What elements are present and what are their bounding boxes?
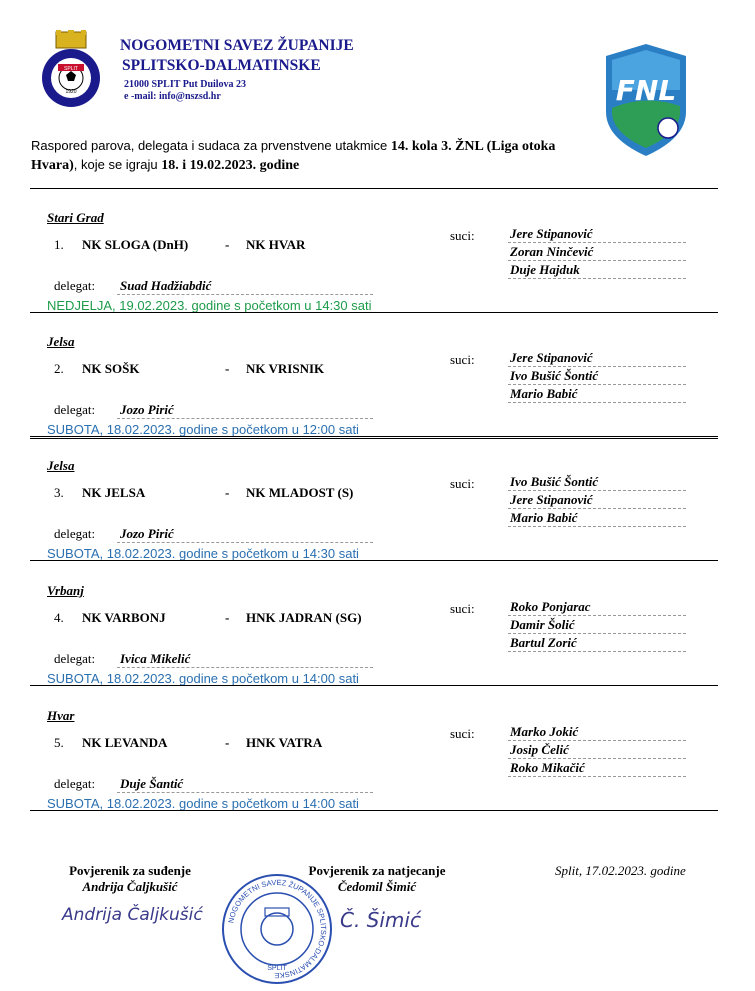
intro-round: 14. kola 3. ŽNL (Liga otoka Hvara) [31,139,556,173]
delegate-label: delegat: [54,776,96,791]
match-number: 1. [54,237,64,252]
referee-name: Jere Stipanović [508,491,686,509]
referees-label: suci: [450,601,475,616]
match-number: 3. [54,485,64,500]
away-team: NK VRISNIK [246,361,325,376]
crest-city: SPLIT [64,66,78,72]
divider-top [30,188,718,189]
intro-dates: 18. i 19.02.2023. godine [161,158,300,173]
org-contact [124,79,246,103]
match-number: 2. [54,361,64,376]
referee-name: Duje Hajduk [508,261,686,279]
referee-name: Zoran Ninčević [508,243,686,261]
referee-commissioner-name: Andrija Čaljkušić [82,879,178,894]
match-datetime: SUBOTA, 18.02.2023. godine s početkom u 14:00 sati [47,671,359,686]
home-team: NK SOŠK [82,361,140,376]
versus-dash: - [225,361,230,376]
match-venue: Stari Grad [47,210,104,225]
delegate-name: Jozo Pirić [117,401,373,419]
delegate-label: delegat: [54,526,96,541]
referees-label: suci: [450,352,475,367]
referee-name: Mario Babić [508,509,686,527]
delegate-label: delegat: [54,402,96,417]
referee-name: Roko Mikačić [508,759,686,777]
intro-part1: Raspored parova, delegata i sudaca za prvenstvene utakmice [31,138,391,153]
match-datetime: SUBOTA, 18.02.2023. godine s početkom u 14:30 sati [47,546,359,561]
versus-dash: - [225,237,230,252]
match-divider [30,810,718,811]
referee-name: Marko Jokić [508,723,686,741]
org-email: e -mail: info@nszsd.hr [124,91,221,102]
referee-name: Bartul Zorić [508,634,686,652]
match-divider [30,560,718,561]
org-title-line2: SPLITSKO-DALMATINSKE [122,57,321,74]
referee-name: Damir Šolić [508,616,686,634]
away-team: NK HVAR [246,237,306,252]
away-team: HNK JADRAN (SG) [246,610,362,625]
intro-text [31,137,561,175]
away-team: HNK VATRA [246,735,323,750]
match-block [0,314,755,438]
place-date: Split, 17.02.2023. godine [555,863,686,878]
intro-part2: , koje se igraju [73,157,162,172]
stamp-text: NOGOMETNI SAVEZ ŽUPANIJE SPLITSKO-DALMATINSKE [226,877,329,981]
match-block [0,563,755,687]
delegate-label: delegat: [54,278,96,293]
match-venue: Jelsa [47,334,75,349]
home-team: NK SLOGA (DnH) [82,237,189,252]
referees-label: suci: [450,726,475,741]
referee-commissioner [40,863,220,895]
away-team: NK MLADOST (S) [246,485,354,500]
competition-commissioner-signature: Č. Šimić [340,908,421,932]
match-number: 4. [54,610,64,625]
referees-label: suci: [450,476,475,491]
fnl-logo [602,42,690,158]
fnl-logo-text: FNL [615,74,677,107]
match-venue: Jelsa [47,458,75,473]
home-team: NK JELSA [82,485,146,500]
referee-name: Roko Ponjarac [508,598,686,616]
match-datetime: NEDJELJA, 19.02.2023. godine s početkom u 14:30 sati [47,298,372,313]
crest-logo [36,30,106,108]
competition-commissioner-title: Povjerenik za natjecanje [308,863,446,878]
match-block [0,190,755,314]
org-title [120,36,354,76]
delegate-name: Jozo Pirić [117,525,373,543]
referee-name: Mario Babić [508,385,686,403]
match-divider [30,685,718,686]
referee-name: Jere Stipanović [508,225,686,243]
crest-year: 1920 [65,89,77,95]
versus-dash: - [225,485,230,500]
referee-name: Jere Stipanović [508,349,686,367]
delegate-name: Suad Hadžiabdić [117,277,373,295]
match-block [0,438,755,562]
stamp-city: SPLIT [267,965,287,972]
match-venue: Hvar [47,708,75,723]
match-datetime: SUBOTA, 18.02.2023. godine s početkom u 14:00 sati [47,796,359,811]
match-number: 5. [54,735,64,750]
org-title-line1: NOGOMETNI SAVEZ ŽUPANIJE [120,37,354,54]
home-team: NK LEVANDA [82,735,168,750]
official-stamp [220,872,334,986]
match-venue: Vrbanj [47,583,84,598]
home-team: NK VARBONJ [82,610,166,625]
delegate-name: Ivica Mikelić [117,650,373,668]
referee-name: Josip Čelić [508,741,686,759]
referees-label: suci: [450,228,475,243]
referee-name: Ivo Bušić Šontić [508,367,686,385]
match-datetime: SUBOTA, 18.02.2023. godine s početkom u 12:00 sati [47,422,359,437]
org-address: 21000 SPLIT Put Duilova 23 [124,79,247,90]
match-block [0,688,755,812]
referee-name: Ivo Bušić Šontić [508,473,686,491]
delegate-name: Duje Šantić [117,775,373,793]
versus-dash: - [225,735,230,750]
competition-commissioner-name: Čedomil Šimić [337,879,417,894]
match-divider [30,312,718,313]
delegate-label: delegat: [54,651,96,666]
versus-dash: - [225,610,230,625]
referee-commissioner-title: Povjerenik za suđenje [69,863,191,878]
referee-commissioner-signature: Andrija Čaljkušić [62,905,203,925]
